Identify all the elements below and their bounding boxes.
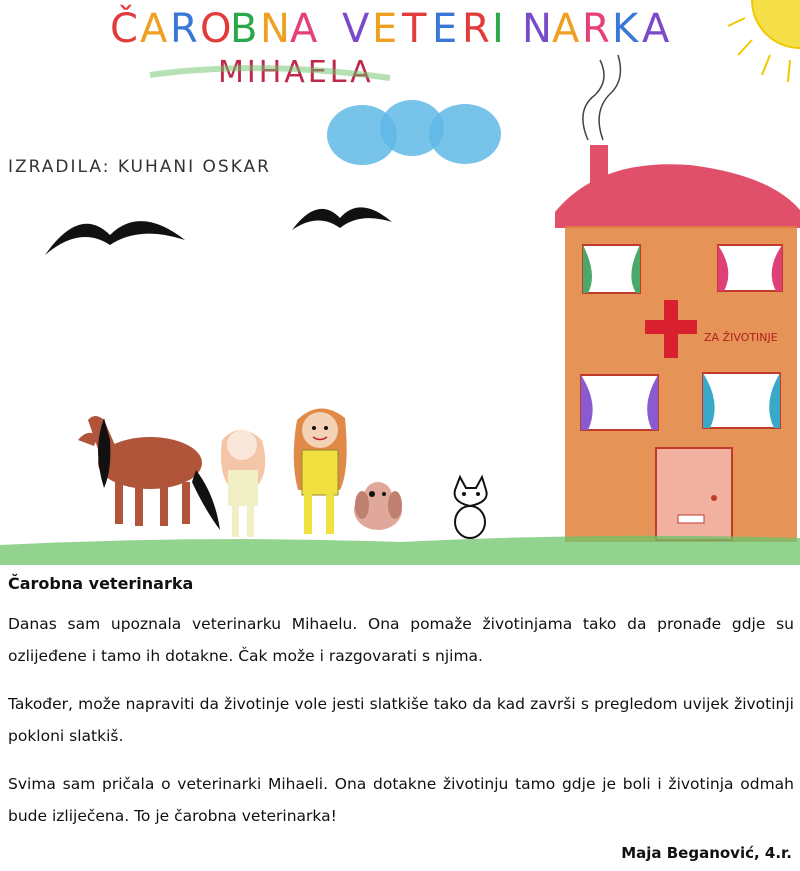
article-paragraph-3: Svima sam pričala o veterinarki Mihaeli. Ona dotakne životinju tamo gdje je boli i životinja odmah bude izliječena. To je čarobna veterinarka! xyxy=(8,775,794,825)
clinic-sign: ZA ŽIVOTINJE xyxy=(704,331,778,344)
title-letter: E xyxy=(372,6,398,52)
title-letter: N xyxy=(522,6,552,52)
article-heading: Čarobna veterinarka xyxy=(8,574,194,593)
title-letter: N xyxy=(260,6,290,52)
title-letter: R xyxy=(170,6,198,52)
title-letter: O xyxy=(200,6,232,52)
title-letter: A xyxy=(140,6,168,52)
title-letter: I xyxy=(492,6,504,52)
vet-figure xyxy=(294,408,347,534)
cloud-icon xyxy=(327,100,501,165)
title-letter: E xyxy=(432,6,458,52)
title-letter: A xyxy=(290,6,318,52)
title-letter: V xyxy=(342,6,370,52)
drawing-subtitle: MIHAELA xyxy=(218,55,374,90)
cat-icon xyxy=(455,477,487,538)
article-author: Maja Beganović, 4.r. xyxy=(621,844,792,862)
horse-icon xyxy=(78,416,220,530)
title-letter: T xyxy=(402,6,427,52)
title-letter: Č xyxy=(110,6,138,52)
title-letter: R xyxy=(582,6,610,52)
title-letter: R xyxy=(462,6,490,52)
bird-icon xyxy=(45,221,185,255)
title-letter: A xyxy=(642,6,670,52)
smoke-icon xyxy=(583,60,604,140)
title-letter: K xyxy=(612,6,639,52)
sun-icon xyxy=(728,0,800,82)
article-paragraph-2: Također, može napraviti da životinje vole jesti slatkiše tako da kad završi s pregledom uvijek životinji pokloni slatkiš. xyxy=(8,695,794,745)
door xyxy=(656,448,732,540)
article-paragraph-1: Danas sam upoznala veterinarku Mihaelu. Ona pomaže životinjama tako da pronađe gdje su ozlijeđene i tamo ih dotakne. Čak može i razgovarati s njima. xyxy=(8,615,794,665)
title-letter: B xyxy=(230,6,258,52)
drawing-author-label: IZRADILA: KUHANI OSKAR xyxy=(8,157,271,177)
bird-icon xyxy=(292,207,392,230)
drawing-title xyxy=(110,4,670,52)
girl-figure xyxy=(221,430,265,537)
dog-icon xyxy=(354,482,402,530)
grass xyxy=(0,536,800,565)
title-letter: A xyxy=(552,6,580,52)
